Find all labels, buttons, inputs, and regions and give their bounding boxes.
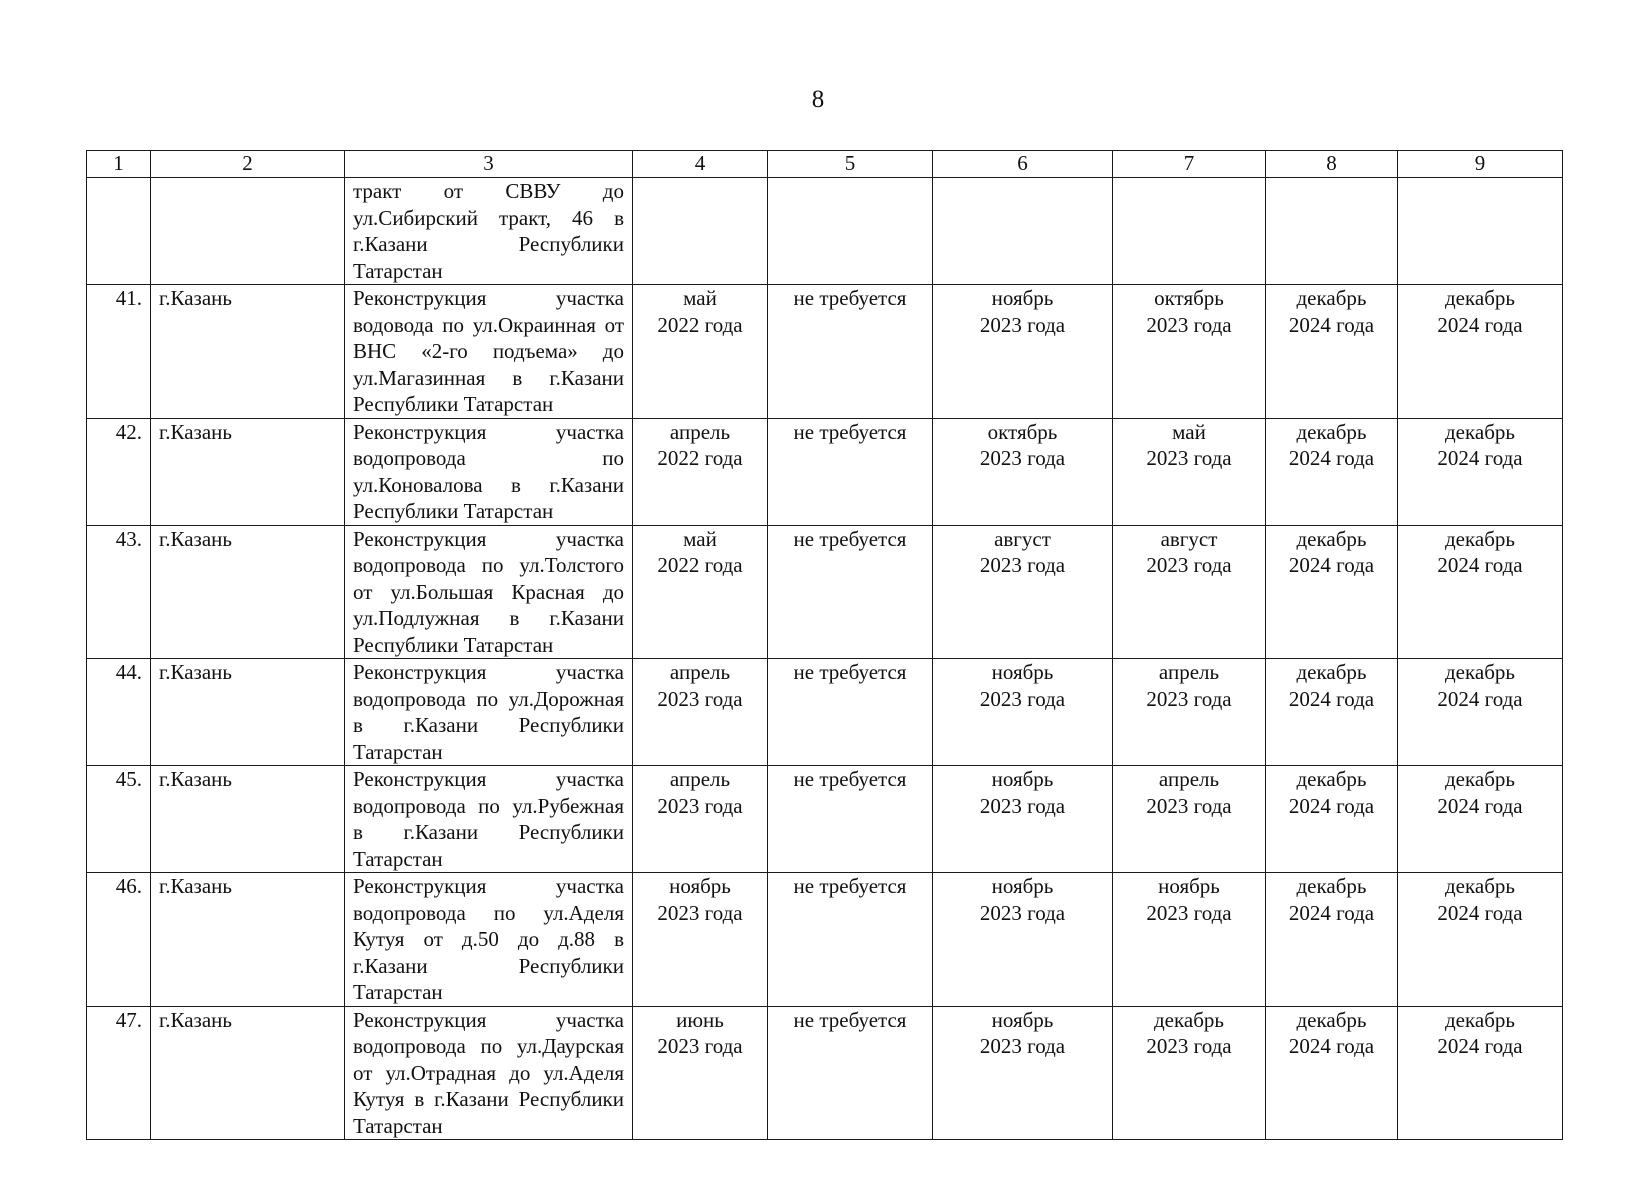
row-number: 45. <box>87 766 151 873</box>
row-col6: ноябрь 2023 года <box>933 285 1113 419</box>
row-col8: декабрь 2024 года <box>1266 525 1398 659</box>
row-col5 <box>768 178 933 285</box>
row-col6: ноябрь 2023 года <box>933 873 1113 1007</box>
table-row <box>87 873 1563 1007</box>
table-row <box>87 418 1563 525</box>
row-col4: май 2022 года <box>633 285 768 419</box>
row-description: Реконструкция участка водопровода по ул.Даурская от ул.Отрадная до ул.Аделя Кутуя в г.Казани Республики Татарстан <box>345 1006 633 1140</box>
column-header: 1 <box>87 151 151 178</box>
table-row <box>87 766 1563 873</box>
column-header: 8 <box>1266 151 1398 178</box>
row-col5: не требуется <box>768 766 933 873</box>
row-city: г.Казань <box>151 285 345 419</box>
row-col7: декабрь 2023 года <box>1113 1006 1266 1140</box>
row-col4: июнь 2023 года <box>633 1006 768 1140</box>
column-header: 3 <box>345 151 633 178</box>
row-col5: не требуется <box>768 1006 933 1140</box>
row-col4: май 2022 года <box>633 525 768 659</box>
row-number: 46. <box>87 873 151 1007</box>
row-city <box>151 178 345 285</box>
row-description: Реконструкция участка водопровода по ул.Рубежная в г.Казани Республики Татарстан <box>345 766 633 873</box>
header-row <box>87 151 1563 178</box>
row-city: г.Казань <box>151 525 345 659</box>
row-col8: декабрь 2024 года <box>1266 659 1398 766</box>
row-col6: ноябрь 2023 года <box>933 659 1113 766</box>
row-col7: апрель 2023 года <box>1113 659 1266 766</box>
row-col7 <box>1113 178 1266 285</box>
row-col9: декабрь 2024 года <box>1398 873 1563 1007</box>
column-header: 4 <box>633 151 768 178</box>
row-col5: не требуется <box>768 525 933 659</box>
row-col8: декабрь 2024 года <box>1266 418 1398 525</box>
table-row <box>87 178 1563 285</box>
row-description: тракт от СВВУ до ул.Сибирский тракт, 46 в г.Казани Республики Татарстан <box>345 178 633 285</box>
table-row <box>87 525 1563 659</box>
row-col7: май 2023 года <box>1113 418 1266 525</box>
row-col7: апрель 2023 года <box>1113 766 1266 873</box>
row-col6: ноябрь 2023 года <box>933 766 1113 873</box>
row-col9 <box>1398 178 1563 285</box>
column-header: 7 <box>1113 151 1266 178</box>
table-row <box>87 1006 1563 1140</box>
row-description: Реконструкция участка водовода по ул.Окраинная от ВНС «2-го подъема» до ул.Магазинная в г.Казани Республики Татарстан <box>345 285 633 419</box>
column-header: 2 <box>151 151 345 178</box>
row-col4: апрель 2023 года <box>633 659 768 766</box>
row-col9: декабрь 2024 года <box>1398 285 1563 419</box>
row-col8: декабрь 2024 года <box>1266 1006 1398 1140</box>
row-number: 41. <box>87 285 151 419</box>
row-col6: ноябрь 2023 года <box>933 1006 1113 1140</box>
row-col9: декабрь 2024 года <box>1398 766 1563 873</box>
row-col7: август 2023 года <box>1113 525 1266 659</box>
row-col6: октябрь 2023 года <box>933 418 1113 525</box>
row-city: г.Казань <box>151 418 345 525</box>
row-description: Реконструкция участка водопровода по ул.Дорожная в г.Казани Республики Татарстан <box>345 659 633 766</box>
row-number: 43. <box>87 525 151 659</box>
row-col5: не требуется <box>768 285 933 419</box>
table-row <box>87 285 1563 419</box>
row-col5: не требуется <box>768 659 933 766</box>
row-description: Реконструкция участка водопровода по ул.Толстого от ул.Большая Красная до ул.Подлужная в г.Казани Республики Татарстан <box>345 525 633 659</box>
row-number: 42. <box>87 418 151 525</box>
row-col6: август 2023 года <box>933 525 1113 659</box>
row-number <box>87 178 151 285</box>
row-number: 47. <box>87 1006 151 1140</box>
row-col4: апрель 2023 года <box>633 766 768 873</box>
row-col6 <box>933 178 1113 285</box>
row-col4: апрель 2022 года <box>633 418 768 525</box>
row-description: Реконструкция участка водопровода по ул.Аделя Кутуя от д.50 до д.88 в г.Казани Республики Татарстан <box>345 873 633 1007</box>
row-col9: декабрь 2024 года <box>1398 418 1563 525</box>
row-col8: декабрь 2024 года <box>1266 873 1398 1007</box>
row-city: г.Казань <box>151 659 345 766</box>
row-col8: декабрь 2024 года <box>1266 766 1398 873</box>
row-col5: не требуется <box>768 873 933 1007</box>
column-header: 5 <box>768 151 933 178</box>
page-number: 8 <box>811 86 825 113</box>
column-header: 9 <box>1398 151 1563 178</box>
row-col5: не требуется <box>768 418 933 525</box>
row-number: 44. <box>87 659 151 766</box>
schedule-table <box>86 150 1563 1140</box>
row-description: Реконструкция участка водопровода по ул.Коновалова в г.Казани Республики Татарстан <box>345 418 633 525</box>
row-col4: ноябрь 2023 года <box>633 873 768 1007</box>
table-row <box>87 659 1563 766</box>
row-city: г.Казань <box>151 766 345 873</box>
row-col4 <box>633 178 768 285</box>
row-col9: декабрь 2024 года <box>1398 659 1563 766</box>
row-city: г.Казань <box>151 1006 345 1140</box>
row-col7: октябрь 2023 года <box>1113 285 1266 419</box>
row-col9: декабрь 2024 года <box>1398 525 1563 659</box>
row-col8 <box>1266 178 1398 285</box>
row-col9: декабрь 2024 года <box>1398 1006 1563 1140</box>
row-city: г.Казань <box>151 873 345 1007</box>
column-header: 6 <box>933 151 1113 178</box>
row-col8: декабрь 2024 года <box>1266 285 1398 419</box>
row-col7: ноябрь 2023 года <box>1113 873 1266 1007</box>
